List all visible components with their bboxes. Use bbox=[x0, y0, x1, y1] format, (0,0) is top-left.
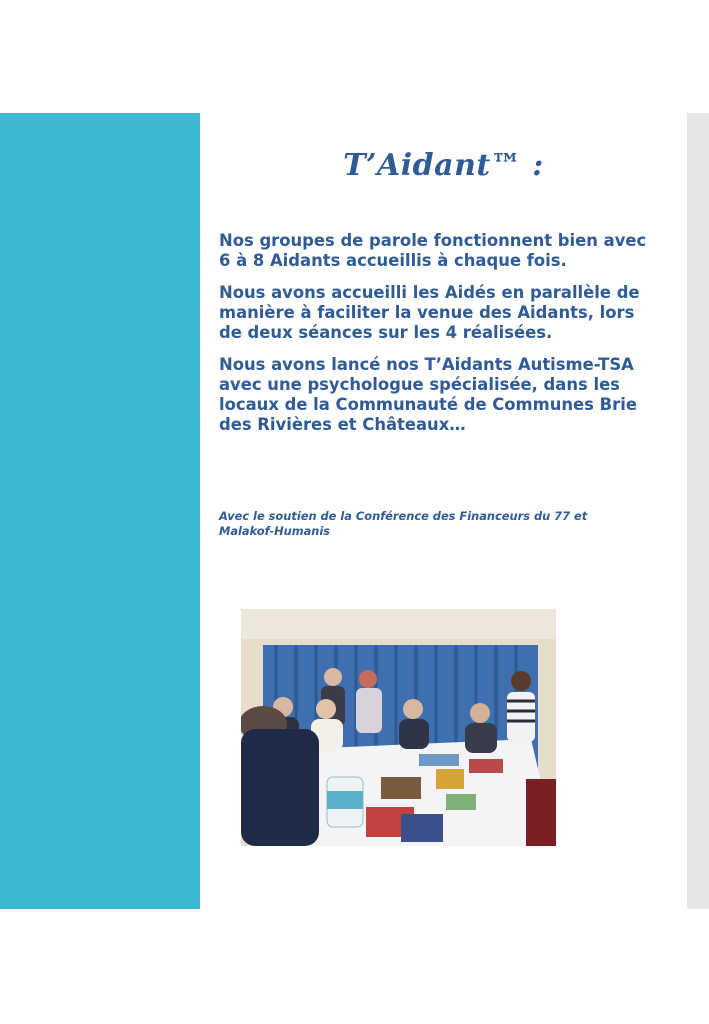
paragraph-groups: Nos groupes de parole fonctionnent bien avec 6 à 8 Aidants accueillis à chaque fois. bbox=[219, 231, 647, 270]
paragraph-aides: Nous avons accueilli les Aidés en parallèle de manière à faciliter la venue des Aidants, lors de deux séances sur les 4 réalisées. bbox=[219, 283, 640, 342]
paragraph-autisme: Nous avons lancé nos T’Aidants Autisme-TSA avec une psychologue spécialisée, dans les locaux de la Communauté de Communes Brie des Rivières et Châteaux… bbox=[219, 355, 637, 434]
left-decorative-band bbox=[0, 113, 200, 909]
support-note: Avec le soutien de la Conférence des Financeurs du 77 et Malakof-Humanis bbox=[219, 509, 588, 538]
body-text bbox=[219, 231, 649, 447]
page-title: T’Aidant™ : bbox=[343, 148, 544, 183]
right-decorative-band bbox=[687, 113, 709, 909]
group-photo bbox=[241, 609, 556, 846]
